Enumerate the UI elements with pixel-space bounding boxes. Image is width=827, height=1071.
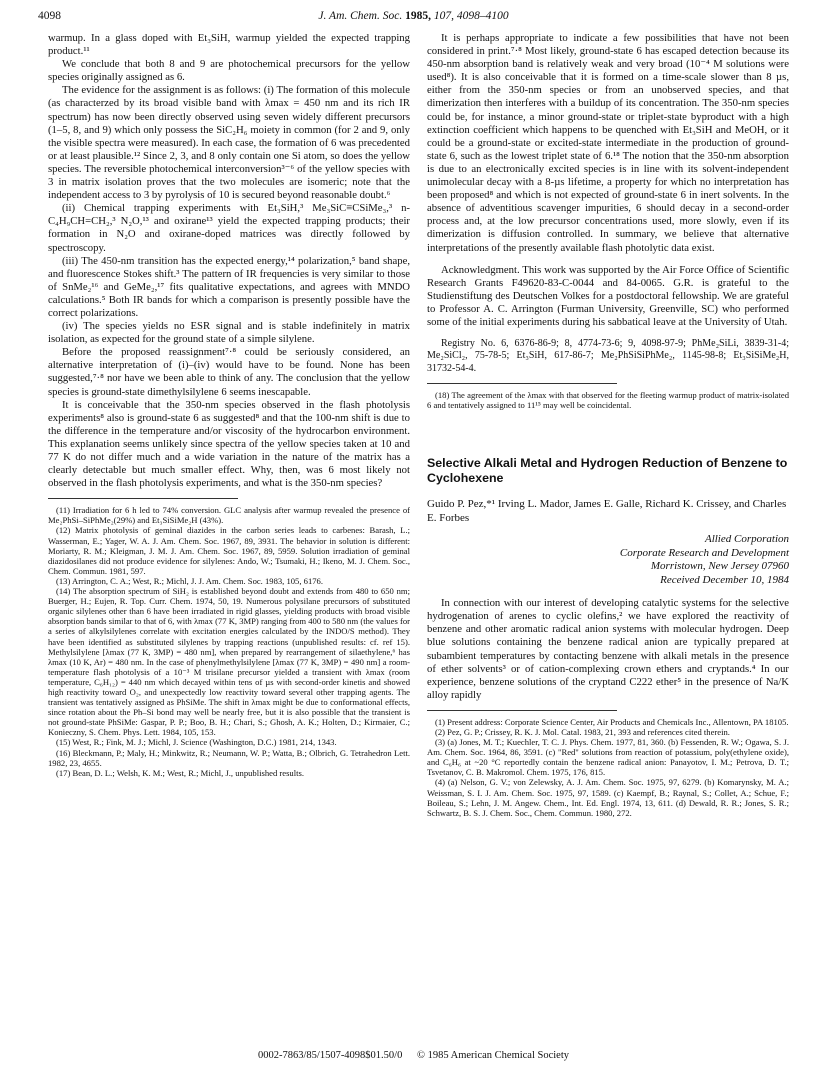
right-column xyxy=(427,32,789,818)
affiliation-line: Morristown, New Jersey 07960 xyxy=(650,560,789,573)
footer-copyright: © 1985 American Chemical Society xyxy=(416,1050,570,1061)
footnotes-left xyxy=(48,505,410,778)
footnote: (15) West, R.; Fink, M. J.; Michl, J. Science (Washington, D.C.) 1981, 214, 1343. xyxy=(56,737,337,748)
body-paragraph: warmup. In a glass doped with Et₃SiH, warmup yielded the expected trapping product.¹¹ xyxy=(48,32,410,58)
body-paragraph: It is perhaps appropriate to indicate a few possibilities that have not been considered in print.⁷·⁸ Most likely, ground-state 6 has escaped detection because its 450-nm absorption band is relatively weak and very broad (10⁻⁴ M solutions were used⁸). It is also conceivable that it is formed on a time-scale slower than 8 µs, either from the 350-nm species or from an unobserved species, and that dimerization then interferes with a buildup of its concentration. The 350-nm species could be, for instance, a minor ground-state or triplet-state byproduct with a high extinction coefficient which happens to be quenched with Et₃SiH and MeOH, or it could be a ground-state or excited-state intermediate in the production of ground-state 6, such as the lowest triplet state of 6.¹⁸ The notion that the 350-nm absorption is due to an electronically excited species is in line with its solvent-independent unimolecular decay with a 8-µs lifetime, a property for which no interpretation has been proposed⁸ and which is not expected of ground-state 6 in inert solvents. In the absence of adventitious scavenger impurities, 6 should decay in a second-order process and, at the low precursor concentrations used, more slowly, even if its dimerization is diffusion controlled. In summary, we believe that alternative interpretations of the presently available flash photolytic data exist. xyxy=(427,32,789,254)
body-paragraph: It is conceivable that the 350-nm species observed in the flash photolysis experiments⁸ also is ground-state 6 as suggested⁸ and that the 100-nm shift is due to the difference in the temperature and/or viscosity of the hydrocarbon environment. This explanation seems unlikely since spectra of the yellow species taken at 10 and 77 K do not differ much and a wide variation in the nature of the matrix has a clearly detectable but much smaller effect. Why, then, was 6 most likely not observed in the flash photolysis experiments, and what is the 350-nm species? xyxy=(48,398,410,490)
footnotes-right-top xyxy=(427,390,789,410)
footnote: (17) Bean, D. L.; Welsh, K. M.; West, R.; Michl, J., unpublished results. xyxy=(56,767,304,778)
body-paragraph: We conclude that both 8 and 9 are photochemical precursors for the yellow species originally assigned as 6. xyxy=(48,58,410,84)
article-title: Selective Alkali Metal and Hydrogen Reduction of Benzene to Cyclohexene xyxy=(427,456,788,486)
affiliation-line: Corporate Research and Development xyxy=(619,546,789,559)
body-paragraph: The evidence for the assignment is as follows: (i) The formation of this molecule (as characterzed by its broad visible band with λmax = 450 nm and its rich IR spectrum) has now been directly observed using seven widely different precursors (1–5, 8, and 9) which only possess the SiC₂H₆ moiety in common (for 2 and 9, only the visible spectra were measured). In each case, the formation of 6 was precedented or at least plausible.¹² Since 2, 3, and 8 only contain one Si atom, so does the yellow species. The reversible photochemical interconversion³⁻⁶ of the yellow species with 3 in matrix isolation proves that the two molecules are isomeric; note that the independent access to 3 by pyrolysis of 10 is secured beyond reasonable doubt.⁶ xyxy=(48,84,410,202)
left-column xyxy=(48,32,410,778)
footnote: (1) Present address: Corporate Science Center, Air Products and Chemicals Inc., Allentown, PA 18105. xyxy=(435,716,789,727)
footnote: (16) Bleckmann, P.; Maly, H.; Minkwitz, R.; Neumann, W. P.; Watta, B.; Olbrich, G. Tetrahedron Lett. 1982, 23, 4655. xyxy=(48,747,410,768)
body-paragraph: (iv) The species yields no ESR signal and is stable indefinitely in matrix isolation, as expected for the ground state of a simple silylene. xyxy=(48,320,410,346)
footnote-divider xyxy=(427,710,617,711)
journal-citation xyxy=(28,10,799,22)
running-header xyxy=(28,10,799,26)
footnote: (13) Arrington, C. A.; West, R.; Michl, J. J. Am. Chem. Soc. 1983, 105, 6176. xyxy=(56,575,323,586)
footnote: (12) Matrix photolysis of geminal diazides in the carbon series leads to carbenes: Barash, L.; Wasserman, E.; Yager, W. A. J. Am. Chem. Soc. 1967, 89, 3931. The behavior in solution is different: Moriarty, R. M.; Kleigman, J. M. J. Am. Chem. Soc. 1967, 89, 5959. Solution irradiation of geminal diazidosilanes did not produce evidence for silylenes: Ando, W.; Tsumaki, H.; Ikeno, M. J. Chem. Soc., Chem. Commun. 1981, 597. xyxy=(48,525,410,576)
footer-code: 0002-7863/85/1507-4098$01.50/0 xyxy=(257,1050,403,1061)
article-authors: Guido P. Pez,*¹ Irving L. Mador, James E. Galle, Richard K. Crissey, and Charles E. Forbes xyxy=(427,498,787,524)
footnote-divider xyxy=(48,498,238,499)
registry-numbers: Registry No. 6, 6376-86-9; 8, 4774-73-6; 9, 4098-97-9; PhMe₂SiLi, 3839-31-4; Me₂SiCl₂, 75-78-5; Et₃SiH, 617-86-7; Me₂PhSiSiPhMe₂, 1145-98-8; Et₃SiSiMe₂H, 31732-54-4. xyxy=(427,338,789,374)
footnotes-right-bottom xyxy=(427,717,789,818)
acknowledgment: Acknowledgment. This work was supported by the Air Force Office of Scientific Research Grants F49620-83-C-0044 and 84-0065. G.R. is grateful to the Studienstiftung des Deutschen Volkes for a postdoctoral fellowship. We are grateful to Professor A. C. Arrington (Furman University, Greenville, SC) who performed some of the initial experiments during his sabbatical leave at the University of Utah. xyxy=(427,263,789,328)
affiliation-line: Allied Corporation xyxy=(704,533,789,546)
journal-name: J. Am. Chem. Soc. xyxy=(318,10,403,22)
article-affiliation xyxy=(427,533,789,587)
page-footer xyxy=(0,1050,827,1061)
body-paragraph: Before the proposed reassignment⁷·⁸ could be seriously considered, an alternative interpretation of (i)–(iv) would have to be found. None has been suggested,⁷·⁸ nor have we been able to think of any. The conclusion that the yellow species is ground-state dimethylsilylene 6 seems inescapable. xyxy=(48,346,410,398)
article-body: In connection with our interest of developing catalytic systems for the selective hydrogenation of arenes to cyclic olefins,² we have explored the reactivity of benzene and other aromatic radical anion systems with molecular hydrogen. Deep blue solutions containing the benzene radical anion are typically prepared at subambient temperatures by contacting benzene with alkali metals in the presence of ether solvents³ or of cation-complexing crown ethers and cryptands.⁴ In our experience, benzene solutions of the cryptand C222 ether⁵ in the presence of Na/K alloy rapidly xyxy=(427,597,789,701)
footnote-divider xyxy=(427,383,617,384)
footnote: (14) The absorption spectrum of SiH₂ is established beyond doubt and extends from 480 to 650 nm; Buerger, H.; Eujen, R. Top. Curr. Chem. 1974, 50, 19. Numerous polysilane precursors of substituted organic silylenes other than 6 have been irradiated in rigid glasses, yielding products with broad visible absorption bands similar to that of 6, with λmax (77 K, 3MP) ranging from 400 to 580 nm (the values for a series of alkylsilylenes correlate with excitation energies calculated by the INDO/S method). They have been identified as substituted silylenes by trapping reactions (unpublished results: cf. ref 15). Methylsilylene [λmax (77 K, 3MP) = 480 nm], when prepared by rearrangement of silaethylene,⁶ has λmax (10 K, Ar) = 480 nm. In the case of phenylmethylsilylene [λmax (77 K, 3MP) = 490 nm] a room-temperature flash photolysis of a 10⁻³ M trisilane precursor yielded a transient with λmax (room temperature, C₆H₁₂) = 440 nm which decayed within tens of µs with second-order kinetis and showed high reactivity toward O₂, and unexpectedly low reactivity toward several other trapping agents. The transient was tentatively assigned as PhSiMe. The shift in λmax might be due to conformational effects, since rotation about the Ph–Si bond may well be nearly free, but it is also possible that the transient is not ground-state PhSiMe: Gaspar, P. P.; Boo, B. H.; Chari, S.; Ghosh, A. K.; Holten, D.; Kirmaier, C.; Konieczny, S. Chem. Phys. Lett. 1984, 105, 153. xyxy=(48,586,410,738)
journal-volume-pages: 107, 4098–4100 xyxy=(433,10,509,22)
footnote: (11) Irradiation for 6 h led to 74% conversion. GLC analysis after warmup revealed the presence of Me₂PhSi–SiPhMe₂(29%) and Et₃SiSiMe₂H (43%). xyxy=(48,505,410,526)
footnote: (18) The agreement of the λmax with that observed for the fleeting warmup product of matrix-isolated 6 and tentatively assigned to 11¹⁵ may well be coincidental. xyxy=(427,389,789,411)
body-paragraph: (ii) Chemical trapping experiments with Et₃SiH,³ Me₃SiC≡CSiMe₃,³ n-C₄H₉CH=CH₂,³ N₂O,¹³ and oxirane¹³ yield the expected trapping products; their formation in N₂O and oxirane-doped matrices was directly followed by spectroscopy. xyxy=(48,202,410,254)
footnote: (2) Pez, G. P.; Crissey, R. K. J. Mol. Catal. 1983, 21, 393 and references cited therein. xyxy=(435,726,730,737)
body-paragraph: (iii) The 450-nm transition has the expected energy,¹⁴ polarization,⁵ band shape, and fluorescence Stokes shift.³ The pattern of IR frequencies is very similar to those of SnMe₂¹⁶ and GeMe₂,¹⁷ fits qualitative expectations, and agrees with MNDO calculations.⁵ Both IR bands for which a comparison is presently possible have the correct polarizations. xyxy=(48,254,410,319)
footnote: (4) (a) Nelson, G. V.; von Zelewsky, A. J. Am. Chem. Soc. 1975, 97, 6279. (b) Komarynsky, M. A.; Weissman, S. I. J. Am. Chem. Soc. 1975, 97, 1589. (c) Kaempf, B.; Raynal, S.; Collet, A.; Schue, F.; Boileau, S.; Lehn, J. M. Angew. Chem., Int. Ed. Engl. 1974, 13, 611. (d) Dewald, R. R.; Jones, S. R.; Schwartz, B. S. J. Chem. Soc., Chem. Commun. 1980, 272. xyxy=(427,777,789,818)
footnote: (3) (a) Jones, M. T.; Kuechler, T. C. J. Phys. Chem. 1977, 81, 360. (b) Fessenden, R. W.; Ogawa, S. J. Am. Chem. Soc. 1964, 86, 3591. (c) "Red" solutions from reaction of potassium, poly(ethylene oxide), and C₆H₆ at ~20 °C reportedly contain the benzene radical anion: Panayotov, I. M.; Petrova, D. T.; Tsvetanov, C. B. Makromol. Chem. 1975, 176, 815. xyxy=(427,737,789,778)
journal-year: 1985, xyxy=(405,10,431,22)
received-date: Received December 10, 1984 xyxy=(660,573,789,586)
page-number: 4098 xyxy=(38,10,61,22)
